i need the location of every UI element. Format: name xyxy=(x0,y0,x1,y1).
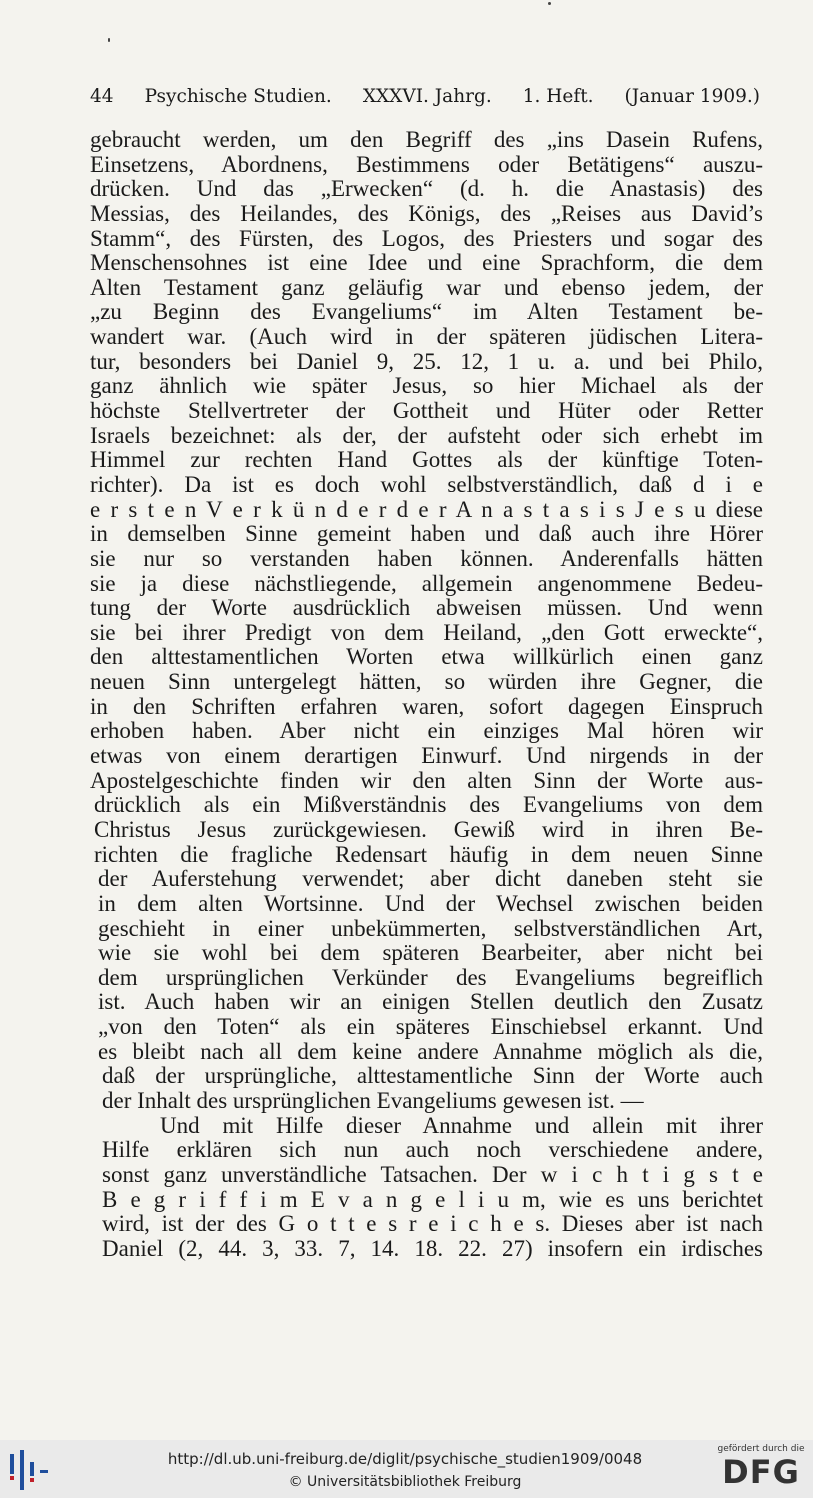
running-header xyxy=(90,86,760,107)
text-line: dem ursprünglichen Verkünder des Evangeliums begreiflich xyxy=(98,964,763,990)
text-line: Alten Testament ganz geläufig war und ebenso jedem, der xyxy=(90,274,763,300)
page-url-link[interactable]: http://dl.ub.uni-freiburg.de/diglit/psychische_studien1909/0048 xyxy=(167,1450,643,1468)
text-line: richten die fragliche Redensart häufig in dem neuen Sinne xyxy=(94,841,763,867)
text-line: e r s t e n V e r k ü n d e r d e r A n a s t a s i s J e s u diese xyxy=(90,496,763,522)
text-line: Messias, des Heilandes, des Königs, des „Reises aus David’s xyxy=(90,200,763,226)
text-line: sie ja diese nächstliegende, allgemein angenommene Bedeu- xyxy=(90,570,763,596)
text-line: sie bei ihrer Predigt von dem Heiland, „den Gott erweckte“, xyxy=(90,619,763,645)
text-line: höchste Stellvertreter der Gottheit und Hüter oder Retter xyxy=(90,398,763,424)
scan-speck xyxy=(108,38,110,42)
dfg-logo xyxy=(715,1444,807,1496)
text-line: B e g r i f f i m E v a n g e l i u m, wie es uns berichtet xyxy=(102,1186,763,1212)
text-line: Christus Jesus zurückgewiesen. Gewiß wird in ihren Be- xyxy=(94,816,763,842)
text-line: richter). Da ist es doch wohl selbstverständlich, daß d i e xyxy=(90,471,763,497)
text-line: Menschensohnes ist eine Idee und eine Sprachform, die dem xyxy=(90,250,763,276)
text-line: neuen Sinn untergelegt hätten, so würden ihre Gegner, die xyxy=(90,669,763,695)
text-line: wird, ist der des G o t t e s r e i c h e s. Dieses aber ist nach xyxy=(102,1211,763,1237)
text-line: tur, besonders bei Daniel 9, 25. 12, 1 u. a. und bei Philo, xyxy=(90,348,763,374)
text-line: Hilfe erklären sich nun auch noch verschiedene andere, xyxy=(102,1137,763,1163)
text-line: sonst ganz unverständliche Tatsachen. Der w i c h t i g s t e xyxy=(102,1161,763,1187)
text-line: daß der ursprüngliche, alttestamentliche Sinn der Worte auch xyxy=(102,1063,763,1089)
text-line: wie sie wohl bei dem späteren Bearbeiter, aber nicht bei xyxy=(98,940,763,966)
text-line: „zu Beginn des Evangeliums“ im Alten Testament be- xyxy=(90,299,763,325)
text-line: Und mit Hilfe dieser Annahme und allein mit ihrer xyxy=(160,1112,763,1138)
text-line: der Auferstehung verwendet; aber dicht daneben steht sie xyxy=(98,866,763,892)
text-line: erhoben haben. Aber nicht ein einziges Mal hören wir xyxy=(90,718,763,744)
viewer-footer xyxy=(0,1440,813,1498)
dfg-wordmark: DFG xyxy=(722,1453,800,1491)
text-line: „von den Toten“ als ein späteres Einschiebsel erkannt. Und xyxy=(98,1014,763,1040)
text-line: in den Schriften erfahren waren, sofort dagegen Einspruch xyxy=(90,693,763,719)
page-number: 44 xyxy=(90,86,114,107)
dfg-caption: gefördert durch die xyxy=(717,1444,805,1454)
text-line: den alttestamentlichen Worten etwa willkürlich einen ganz xyxy=(90,644,763,670)
text-line: Stamm“, des Fürsten, des Logos, des Priesters und sogar des xyxy=(90,225,763,251)
journal-title: Psychische Studien. xyxy=(144,86,332,107)
text-line: etwas von einem derartigen Einwurf. Und nirgends in der xyxy=(90,743,763,769)
text-line: tung der Worte ausdrücklich abweisen müssen. Und wenn xyxy=(90,595,763,621)
scan-speck xyxy=(548,2,551,5)
text-line: Israels bezeichnet: als der, der aufsteht oder sich erhebt im xyxy=(90,422,763,448)
issue: 1. Heft. xyxy=(522,86,594,107)
text-line: geschieht in einer unbekümmerten, selbstverständlichen Art, xyxy=(98,915,763,941)
text-line: der Inhalt des ursprünglichen Evangeliums gewesen ist. — xyxy=(102,1087,644,1113)
body-text xyxy=(90,128,763,1261)
text-line: in demselben Sinne gemeint haben und daß auch ihre Hörer xyxy=(90,521,763,547)
text-line: in dem alten Wortsinne. Und der Wechsel zwischen beiden xyxy=(98,890,763,916)
text-line: Apostelgeschichte finden wir den alten Sinn der Worte aus- xyxy=(90,767,763,793)
volume: XXXVI. Jahrg. xyxy=(362,86,492,107)
text-line: Daniel (2, 44. 3, 33. 7, 14. 18. 22. 27) insofern ein irdisches xyxy=(102,1235,763,1261)
text-line: Himmel zur rechten Hand Gottes als der künftige Toten- xyxy=(90,447,763,473)
text-line: drücklich als ein Mißverständnis des Evangeliums von dem xyxy=(94,792,763,818)
text-line: es bleibt nach all dem keine andere Annahme möglich als die, xyxy=(98,1038,763,1064)
text-line: gebraucht werden, um den Begriff des „ins Dasein Rufens, xyxy=(90,127,763,152)
ub-freiburg-logo-icon xyxy=(6,1448,52,1492)
text-line: ist. Auch haben wir an einigen Stellen deutlich den Zusatz xyxy=(98,989,763,1015)
issue-date: (Januar 1909.) xyxy=(624,86,760,107)
text-line: wandert war. (Auch wird in der späteren jüdischen Litera- xyxy=(90,324,763,350)
copyright-notice: © Universitätsbibliothek Freiburg xyxy=(288,1474,522,1490)
text-line: Einsetzens, Abordnens, Bestimmens oder Betätigens“ auszu- xyxy=(90,151,763,177)
text-line: sie nur so verstanden haben können. Anderenfalls hätten xyxy=(90,545,763,571)
text-line: drücken. Und das „Erwecken“ (d. h. die Anastasis) des xyxy=(90,176,763,202)
text-line: ganz ähnlich wie später Jesus, so hier Michael als der xyxy=(90,373,763,399)
